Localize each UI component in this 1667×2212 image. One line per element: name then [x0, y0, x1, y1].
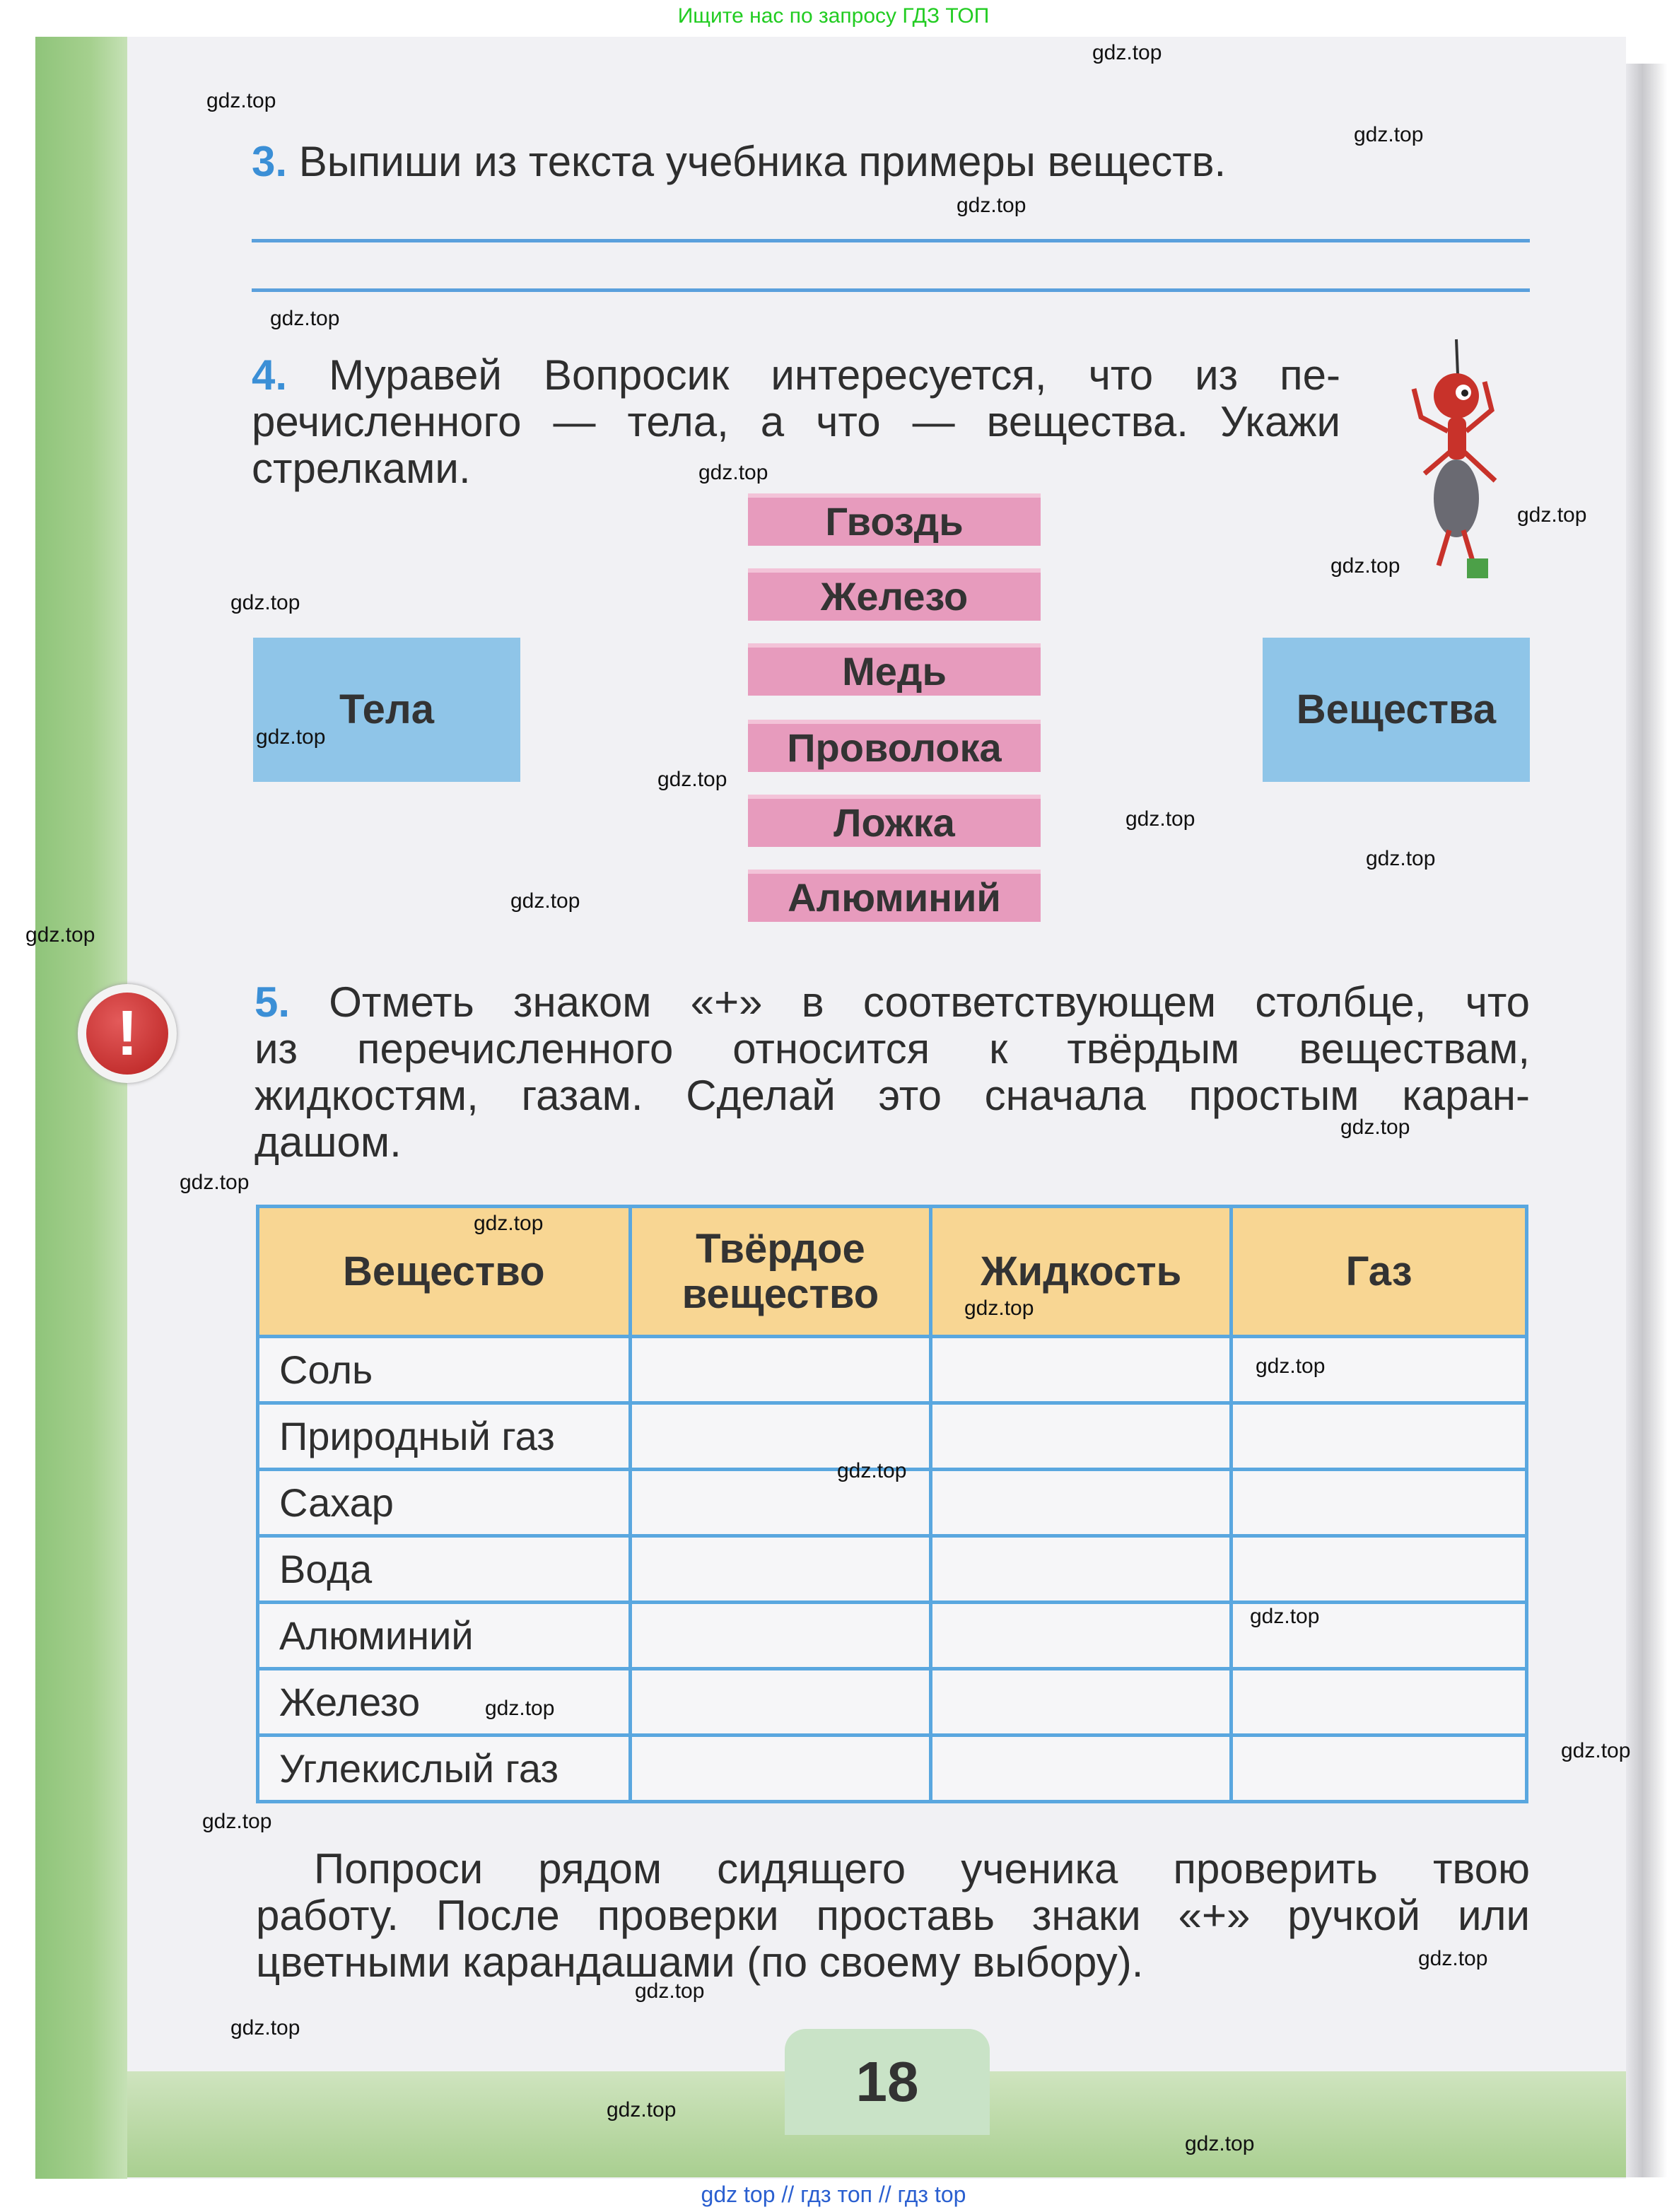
- watermark: gdz.top: [1366, 847, 1436, 870]
- task-number: 5.: [255, 978, 291, 1026]
- watermark: gdz.top: [202, 1810, 272, 1833]
- cell[interactable]: [931, 1536, 1232, 1603]
- watermark: gdz.top: [485, 1697, 555, 1720]
- closing-text: [256, 1846, 1530, 1986]
- footer-links[interactable]: gdz top // гдз топ // гдз top: [701, 2182, 966, 2207]
- task-3: [252, 139, 1226, 185]
- box-tela[interactable]: Тела: [253, 638, 520, 782]
- table-row: [258, 1736, 1527, 1802]
- watermark: gdz.top: [957, 194, 1026, 217]
- watermark: gdz.top: [180, 1171, 250, 1194]
- watermark: gdz.top: [270, 307, 340, 330]
- row-label: Вода: [258, 1536, 631, 1603]
- watermark: gdz.top: [230, 2016, 300, 2040]
- row-label: Железо: [258, 1669, 631, 1736]
- cell[interactable]: [931, 1669, 1232, 1736]
- task-number: 4.: [252, 351, 288, 399]
- cell[interactable]: [1232, 1470, 1527, 1536]
- cell[interactable]: [931, 1337, 1232, 1403]
- item-gvozd[interactable]: Гвоздь: [748, 493, 1041, 546]
- table-row: [258, 1669, 1527, 1736]
- cell[interactable]: [630, 1536, 931, 1603]
- task-text: Муравей Вопросик интересуется, что из пе-: [329, 351, 1341, 399]
- task-text: стрелками.: [252, 445, 471, 492]
- table-row: [258, 1536, 1527, 1603]
- attention-badge: [78, 984, 177, 1083]
- watermark: gdz.top: [1330, 554, 1400, 578]
- table-row: [258, 1603, 1527, 1669]
- row-label: Сахар: [258, 1470, 631, 1536]
- cell[interactable]: [1232, 1536, 1527, 1603]
- cell[interactable]: [1232, 1736, 1527, 1802]
- watermark: gdz.top: [230, 591, 300, 614]
- task-5: [255, 979, 1530, 1166]
- row-label: Соль: [258, 1337, 631, 1403]
- cell[interactable]: [931, 1403, 1232, 1470]
- closing-line: Попроси рядом сидящего ученика проверить твою: [314, 1845, 1530, 1892]
- left-green-strip: [35, 37, 127, 2179]
- task-number: 3.: [252, 138, 288, 185]
- task-text: из перечисленного относится к твёрдым веществам,: [255, 1025, 1530, 1072]
- search-banner[interactable]: Ищите нас по запросу ГДЗ ТОП: [0, 0, 1667, 35]
- table-header: [258, 1207, 1527, 1337]
- row-label: Углекислый газ: [258, 1736, 631, 1802]
- closing-line: цветными карандашами (по своему выбору).: [256, 1938, 1144, 1986]
- watermark: gdz.top: [510, 889, 580, 913]
- watermark: gdz.top: [1256, 1354, 1326, 1378]
- watermark: gdz.top: [474, 1212, 544, 1235]
- page-edge: [1626, 64, 1667, 2177]
- cell[interactable]: [630, 1736, 931, 1802]
- answer-line[interactable]: [252, 288, 1530, 292]
- watermark: gdz.top: [964, 1297, 1034, 1320]
- task-4: [252, 352, 1340, 492]
- item-alyuminiy[interactable]: Алюминий: [748, 870, 1041, 922]
- row-label: Алюминий: [258, 1603, 631, 1669]
- table-row: [258, 1337, 1527, 1403]
- watermark: gdz.top: [256, 725, 326, 749]
- box-veshchestva[interactable]: Вещества: [1263, 638, 1530, 782]
- watermark: gdz.top: [25, 923, 95, 947]
- watermark: gdz.top: [1250, 1605, 1320, 1628]
- ant-illustration: [1407, 332, 1520, 587]
- cell[interactable]: [630, 1669, 931, 1736]
- cell[interactable]: [1232, 1669, 1527, 1736]
- task-text: жидкостям, газам. Сделай это сначала простым каран-: [255, 1072, 1530, 1119]
- col-gas: Газ: [1232, 1207, 1527, 1337]
- watermark: gdz.top: [1185, 2132, 1255, 2155]
- watermark: gdz.top: [1125, 807, 1195, 831]
- cell[interactable]: [1232, 1403, 1527, 1470]
- row-label: Природный газ: [258, 1403, 631, 1470]
- task-text: Отметь знаком «+» в соответствующем столбце, что: [329, 978, 1530, 1026]
- watermark: gdz.top: [657, 768, 727, 791]
- watermark: gdz.top: [1561, 1739, 1631, 1762]
- item-provoloka[interactable]: Проволока: [748, 720, 1041, 772]
- watermark: gdz.top: [1354, 123, 1424, 146]
- watermark: gdz.top: [607, 2098, 677, 2122]
- watermark: gdz.top: [1340, 1116, 1410, 1139]
- cell[interactable]: [931, 1603, 1232, 1669]
- watermark: gdz.top: [1517, 503, 1587, 527]
- cell[interactable]: [630, 1337, 931, 1403]
- page-number: 18: [785, 2029, 990, 2135]
- item-lozhka[interactable]: Ложка: [748, 795, 1041, 847]
- watermark: gdz.top: [1418, 1947, 1488, 1970]
- watermark: gdz.top: [1092, 41, 1162, 64]
- task-text: речисленного — тела, а что — вещества. Укажи: [252, 398, 1340, 445]
- col-substance: Вещество: [258, 1207, 631, 1337]
- watermark: gdz.top: [635, 1979, 705, 2003]
- watermark: gdz.top: [837, 1459, 907, 1482]
- col-liquid: Жидкость: [931, 1207, 1232, 1337]
- task-text: дашом.: [255, 1118, 402, 1166]
- cell[interactable]: [931, 1470, 1232, 1536]
- substances-table: [256, 1205, 1528, 1803]
- exclamation-icon: !: [86, 993, 168, 1075]
- cell[interactable]: [630, 1603, 931, 1669]
- task-text: Выпиши из текста учебника примеры веществ.: [298, 138, 1227, 185]
- cell[interactable]: [931, 1736, 1232, 1802]
- watermark: gdz.top: [698, 461, 768, 484]
- col-solid: Твёрдое вещество: [630, 1207, 931, 1337]
- answer-line[interactable]: [252, 239, 1530, 242]
- item-med[interactable]: Медь: [748, 643, 1041, 696]
- item-zhelezo[interactable]: Железо: [748, 568, 1041, 621]
- closing-line: работу. После проверки проставь знаки «+» ручкой или: [256, 1892, 1530, 1939]
- watermark: gdz.top: [206, 89, 276, 112]
